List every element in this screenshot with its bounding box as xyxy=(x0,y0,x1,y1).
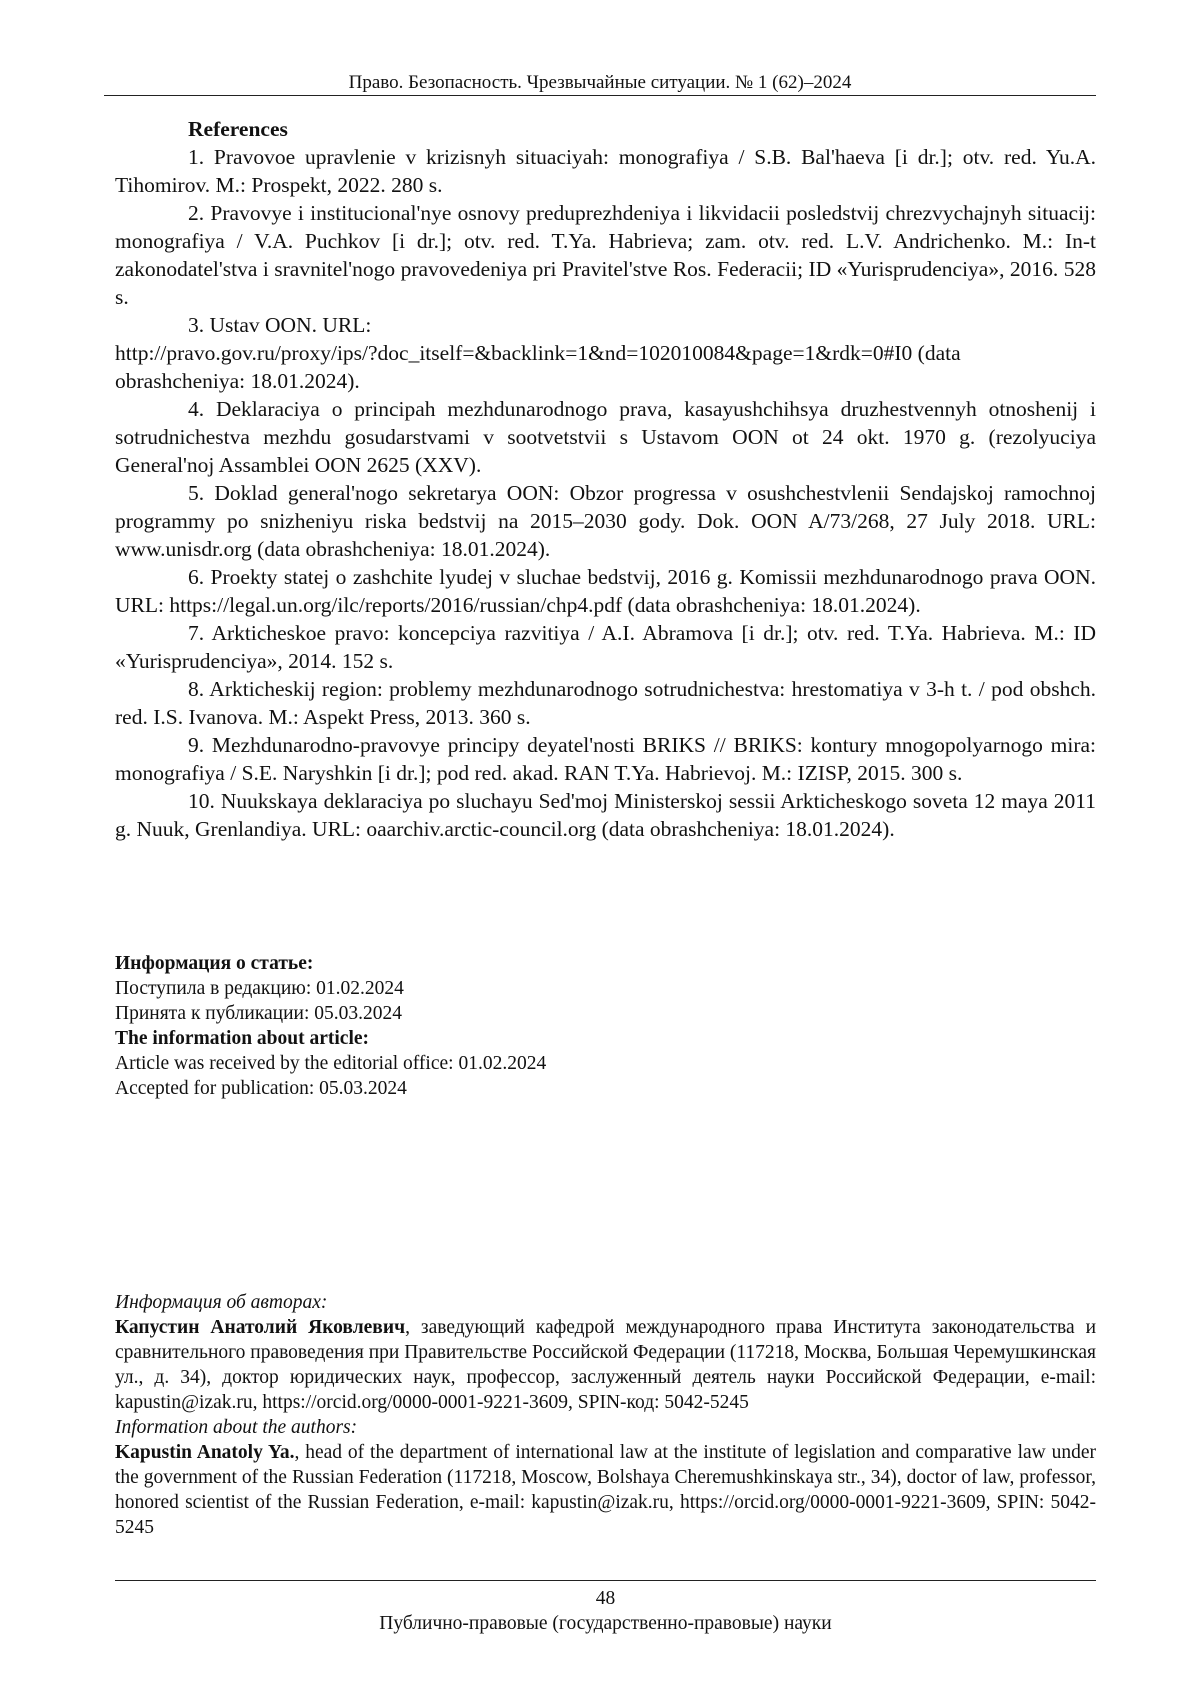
author-info-ru xyxy=(115,1315,1096,1415)
journal-section-title: Публично-правовые (государственно-правовые) науки xyxy=(379,1613,832,1634)
author-details-ru: , заведующий кафедрой международного права Института законодательства и сравнительного правоведения при Правительстве Российской Федерации (117218, Москва, Большая Черемушкинская ул., д. 34), доктор юридических наук, профессор, заслуженный деятель науки Российской Федерации, e-mail: kapustin@izak.ru, https://orcid.org/0000-0001-9221-3609, SPIN-код: 5042-5245 xyxy=(115,1317,1097,1413)
reference-item-url: http://pravo.gov.ru/proxy/ips/?doc_itself=&backlink=1&nd=102010084&page=1&rdk=0#I0 (data obrashcheniya: 18.01.2024). xyxy=(115,341,961,393)
authors-heading-ru: Информация об авторах: xyxy=(115,1292,328,1313)
reference-item: 6. Proekty statej o zashchite lyudej v sluchae bedstvij, 2016 g. Komissii mezhdunarodnogo prava OON. URL: https://legal.un.org/ilc/reports/2016/russian/chp4.pdf (data obrashcheniya: 18.01.2024). xyxy=(115,565,1096,617)
references-section xyxy=(115,115,1096,843)
reference-item: 5. Doklad general'nogo sekretarya OON: Obzor progressa v osushchestvlenii Sendajskoj ramochnoj programmy po snizheniyu riska bedstvij na 2015–2030 gody. Dok. OON A/73/268, 27 July 2018. URL: www.unisdr.org (data obrashcheniya: 18.01.2024). xyxy=(115,481,1096,561)
reference-item: 7. Arkticheskoe pravo: koncepciya razvitiya / A.I. Abramova [i dr.]; otv. red. T.Ya. Habrieva. M.: ID «Yurisprudenciya», 2014. 152 s. xyxy=(115,621,1096,673)
article-info-heading-ru: Информация о статье: xyxy=(115,953,314,974)
author-name-en: Kapustin Anatoly Ya. xyxy=(115,1442,295,1463)
footer-rule xyxy=(115,1580,1096,1581)
page-number: 48 xyxy=(595,1588,616,1609)
received-date-ru: Поступила в редакцию: 01.02.2024 xyxy=(115,978,404,999)
authors-heading-en: Information about the authors: xyxy=(115,1417,358,1438)
received-date-en: Article was received by the editorial office: 01.02.2024 xyxy=(115,1053,547,1074)
header-rule xyxy=(104,95,1096,96)
authors-section xyxy=(115,1290,1096,1540)
accepted-date-en: Accepted for publication: 05.03.2024 xyxy=(115,1078,407,1099)
author-details-en: , head of the department of international law at the institute of legislation and comparative law under the government of the Russian Federation (117218, Moscow, Bolshaya Cheremushkinskaya str., 34), doctor of law, professor, honored scientist of the Russian Federation, e-mail: kapustin@izak.ru, https://orcid.org/0000-0001-9221-3609, SPIN: 5042-5245 xyxy=(115,1442,1096,1538)
reference-item: 3. Ustav OON. URL: xyxy=(188,313,372,337)
accepted-date-ru: Принята к публикации: 05.03.2024 xyxy=(115,1003,403,1024)
reference-item: 2. Pravovye i institucional'nye osnovy preduprezhdeniya i likvidacii posledstvij chrezvychajnyh situacij: monografiya / V.A. Puchkov [i dr.]; otv. red. T.Ya. Habrieva; zam. otv. red. L.V. Andrichenko. M.: In-t zakonodatel'stva i sravnitel'nogo pravovedeniya pri Pravitel'stve Ros. Federacii; ID «Yurisprudenciya», 2016. 528 s. xyxy=(115,201,1096,309)
reference-item: 4. Deklaraciya o principah mezhdunarodnogo prava, kasayushchihsya druzhestvennyh otnoshenij i sotrudnichestva mezhdu gosudarstvami v sootvetstvii s Ustavom OON ot 24 okt. 1970 g. (rezolyuciya General'noj Assamblei OON 2625 (XXV). xyxy=(115,397,1096,477)
references-heading: References xyxy=(188,117,288,141)
author-name-ru: Капустин Анатолий Яковлевич xyxy=(115,1317,406,1338)
reference-item: 8. Arkticheskij region: problemy mezhdunarodnogo sotrudnichestva: hrestomatiya v 3-h t. / pod obshch. red. I.S. Ivanova. M.: Aspekt Press, 2013. 360 s. xyxy=(115,677,1096,729)
reference-item: 1. Pravovoe upravlenie v krizisnyh situaciyah: monografiya / S.B. Bal'haeva [i dr.]; otv. red. Yu.A. Tihomirov. M.: Prospekt, 2022. 280 s. xyxy=(115,145,1096,197)
author-info-en xyxy=(115,1440,1096,1540)
reference-item: 9. Mezhdunarodno-pravovye principy deyatel'nosti BRIKS // BRIKS: kontury mnogopolyarnogo mira: monografiya / S.E. Naryshkin [i dr.]; pod red. akad. RAN T.Ya. Habrievoj. M.: IZISP, 2015. 300 s. xyxy=(115,733,1096,785)
article-info-section xyxy=(115,951,1096,1101)
reference-item: 10. Nuukskaya deklaraciya po sluchayu Sed'moj Ministerskoj sessii Arkticheskogo soveta 12 maya 2011 g. Nuuk, Grenlandiya. URL: oaarchiv.arctic-council.org (data obrashcheniya: 18.01.2024). xyxy=(115,789,1096,841)
article-info-heading-en: The information about article: xyxy=(115,1028,370,1049)
running-header: Право. Безопасность. Чрезвычайные ситуации. № 1 (62)–2024 xyxy=(348,72,852,93)
